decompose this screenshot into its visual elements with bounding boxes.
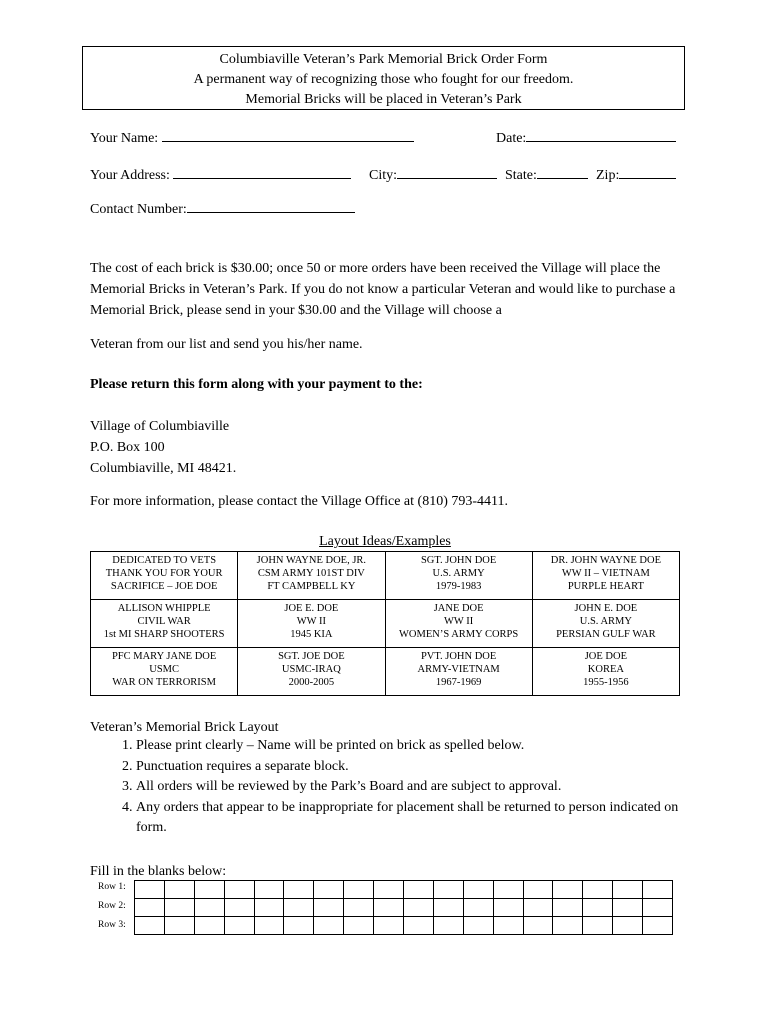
example-cell [238, 648, 385, 696]
city-field-row [369, 165, 497, 185]
example-line: SACRIFICE – JOE DOE [110, 581, 218, 592]
examples-table [90, 551, 680, 696]
example-line: 1955-1956 [583, 677, 629, 688]
layout-rules-list [90, 736, 696, 839]
grid-cell[interactable] [194, 899, 224, 917]
grid-cell[interactable] [643, 899, 673, 917]
grid-row-label: Row 2: [98, 901, 126, 911]
contact-field-row [90, 199, 355, 219]
example-line: PERSIAN GULF WAR [556, 629, 656, 640]
grid-cell[interactable] [224, 881, 254, 899]
example-line: JANE DOE [433, 603, 484, 614]
city-label: City: [369, 168, 398, 183]
cost-paragraph-continued: Veteran from our list and send you his/her name. [90, 337, 363, 352]
example-line: JOHN E. DOE [574, 603, 638, 614]
grid-row-label: Row 1: [98, 882, 126, 892]
example-cell [532, 600, 679, 648]
example-line: PURPLE HEART [567, 581, 644, 592]
grid-cell[interactable] [643, 881, 673, 899]
grid-cell[interactable] [553, 917, 583, 935]
grid-cell[interactable] [284, 881, 314, 899]
grid-cell[interactable] [583, 881, 613, 899]
grid-cell[interactable] [433, 899, 463, 917]
grid-cell[interactable] [254, 917, 284, 935]
grid-cell[interactable] [254, 899, 284, 917]
address-line-3: Columbiaville, MI 48421. [90, 461, 237, 476]
form-subtitle: A permanent way of recognizing those who fought for our freedom. [193, 72, 574, 87]
example-cell [238, 600, 385, 648]
example-line: U.S. ARMY [432, 568, 485, 579]
grid-row [135, 881, 673, 899]
form-subtitle-2: Memorial Bricks will be placed in Veteran’s Park [245, 92, 522, 107]
grid-cell[interactable] [463, 881, 493, 899]
grid-cell[interactable] [553, 881, 583, 899]
example-line: DEDICATED TO VETS [112, 555, 217, 566]
example-line: JOHN WAYNE DOE, JR. [256, 555, 367, 566]
name-field-row [90, 128, 414, 148]
grid-cell[interactable] [344, 917, 374, 935]
grid-cell[interactable] [314, 881, 344, 899]
address-label: Your Address: [90, 168, 170, 183]
state-input-line[interactable] [537, 165, 588, 179]
example-line: WW II [444, 616, 474, 627]
grid-cell[interactable] [374, 881, 404, 899]
contact-label: Contact Number: [90, 202, 187, 217]
contact-input-line[interactable] [187, 199, 355, 213]
grid-cell[interactable] [613, 881, 643, 899]
form-title: Columbiaville Veteran’s Park Memorial Brick Order Form [219, 52, 548, 67]
example-line: 1979-1983 [435, 581, 482, 592]
rule-item: 2. Punctuation requires a separate block. [136, 757, 696, 778]
date-input-line[interactable] [526, 128, 676, 142]
grid-cell[interactable] [254, 881, 284, 899]
address-line-1: Village of Columbiaville [90, 419, 230, 434]
grid-cell[interactable] [493, 899, 523, 917]
examples-row [91, 600, 680, 648]
grid-cell[interactable] [344, 899, 374, 917]
example-line: CSM ARMY 101ST DIV [257, 568, 365, 579]
address-line-2: P.O. Box 100 [90, 440, 165, 455]
zip-label: Zip: [596, 168, 620, 183]
example-line: ALLISON WHIPPLE [117, 603, 211, 614]
example-line: CIVIL WAR [137, 616, 191, 627]
address-field-row [90, 165, 351, 185]
grid-cell[interactable] [643, 917, 673, 935]
grid-cell[interactable] [404, 917, 434, 935]
name-input-line[interactable] [162, 128, 414, 142]
layout-section-title: Veteran’s Memorial Brick Layout [90, 720, 279, 735]
rule-item: 4. Any orders that appear to be inappropriate for placement shall be returned to person indicated on form. [136, 798, 696, 839]
example-cell [385, 648, 532, 696]
cost-paragraph: The cost of each brick is $30.00; once 50 or more orders have been received the Village will place the Memorial Bricks in Veteran’s Park. If you do not know a particular Veteran and would like to purchase a Memorial Brick, please send in your $30.00 and the Village will choose a [90, 261, 676, 318]
city-input-line[interactable] [397, 165, 497, 179]
form-header [82, 46, 685, 110]
example-cell [91, 600, 238, 648]
grid-cell[interactable] [523, 899, 553, 917]
grid-cell[interactable] [194, 881, 224, 899]
example-line: JOE E. DOE [284, 603, 339, 614]
example-line: PVT. JOHN DOE [420, 651, 497, 662]
grid-cell[interactable] [404, 881, 434, 899]
grid-cell[interactable] [493, 881, 523, 899]
grid-cell[interactable] [224, 917, 254, 935]
grid-cell[interactable] [583, 899, 613, 917]
example-line: USMC [149, 664, 179, 675]
return-heading: Please return this form along with your payment to the: [90, 377, 423, 392]
grid-cell[interactable] [433, 881, 463, 899]
grid-cell[interactable] [493, 917, 523, 935]
example-line: SGT. JOHN DOE [420, 555, 497, 566]
grid-cell[interactable] [583, 917, 613, 935]
grid-cell[interactable] [314, 917, 344, 935]
zip-input-line[interactable] [619, 165, 676, 179]
state-field-row [505, 165, 588, 185]
example-line: 1967-1969 [435, 677, 482, 688]
example-line: WW II – VIETNAM [561, 568, 650, 579]
grid-cell[interactable] [523, 917, 553, 935]
example-line: WOMEN’S ARMY CORPS [399, 629, 519, 640]
example-line: PFC MARY JANE DOE [111, 651, 217, 662]
info-line: For more information, please contact the Village Office at (810) 793-4411. [90, 494, 508, 509]
example-line: WAR ON TERRORISM [112, 677, 216, 688]
grid-cell[interactable] [433, 917, 463, 935]
example-cell [385, 600, 532, 648]
grid-cell[interactable] [314, 899, 344, 917]
grid-cell[interactable] [224, 899, 254, 917]
state-label: State: [505, 168, 537, 183]
grid-cell[interactable] [135, 917, 165, 935]
mailing-address [90, 416, 690, 479]
example-line: SGT. JOE DOE [278, 651, 345, 662]
grid-cell[interactable] [374, 899, 404, 917]
date-field-row [496, 128, 676, 148]
examples-caption: Layout Ideas/Examples [319, 534, 451, 549]
grid-row [135, 899, 673, 917]
rule-item: 3. All orders will be reviewed by the Park’s Board and are subject to approval. [136, 777, 696, 798]
example-line: U.S. ARMY [579, 616, 632, 627]
example-cell [91, 552, 238, 600]
example-line: DR. JOHN WAYNE DOE [550, 555, 661, 566]
examples-row [91, 648, 680, 696]
example-cell [238, 552, 385, 600]
grid-cell[interactable] [463, 899, 493, 917]
example-cell [91, 648, 238, 696]
grid-cell[interactable] [284, 899, 314, 917]
grid-cell[interactable] [613, 899, 643, 917]
example-line: ARMY-VIETNAM [417, 664, 500, 675]
example-line: KOREA [587, 664, 624, 675]
grid-cell[interactable] [404, 899, 434, 917]
example-line: JOE DOE [584, 651, 628, 662]
grid-cell[interactable] [194, 917, 224, 935]
name-label: Your Name: [90, 131, 159, 146]
brick-letter-grid [134, 880, 673, 935]
grid-cell[interactable] [613, 917, 643, 935]
zip-field-row [596, 165, 676, 185]
grid-cell[interactable] [284, 917, 314, 935]
grid-cell[interactable] [164, 881, 194, 899]
grid-cell[interactable] [523, 881, 553, 899]
example-line: 1st MI SHARP SHOOTERS [103, 629, 225, 640]
grid-cell[interactable] [344, 881, 374, 899]
grid-cell[interactable] [135, 881, 165, 899]
grid-row [135, 917, 673, 935]
grid-cell[interactable] [374, 917, 404, 935]
grid-cell[interactable] [164, 917, 194, 935]
example-line: 2000-2005 [288, 677, 335, 688]
grid-title: Fill in the blanks below: [90, 864, 227, 879]
examples-row [91, 552, 680, 600]
example-line: THANK YOU FOR YOUR [105, 568, 223, 579]
example-line: WW II [296, 616, 326, 627]
grid-cell[interactable] [463, 917, 493, 935]
grid-cell[interactable] [164, 899, 194, 917]
example-cell [532, 648, 679, 696]
example-cell [532, 552, 679, 600]
date-label: Date: [496, 131, 527, 146]
example-line: 1945 KIA [290, 629, 333, 640]
grid-cell[interactable] [135, 899, 165, 917]
grid-cell[interactable] [553, 899, 583, 917]
rule-item: 1. Please print clearly – Name will be printed on brick as spelled below. [136, 736, 696, 757]
grid-row-label: Row 3: [98, 920, 126, 930]
example-line: FT CAMPBELL KY [267, 581, 356, 592]
example-cell [385, 552, 532, 600]
example-line: USMC-IRAQ [281, 664, 341, 675]
address-input-line[interactable] [173, 165, 351, 179]
